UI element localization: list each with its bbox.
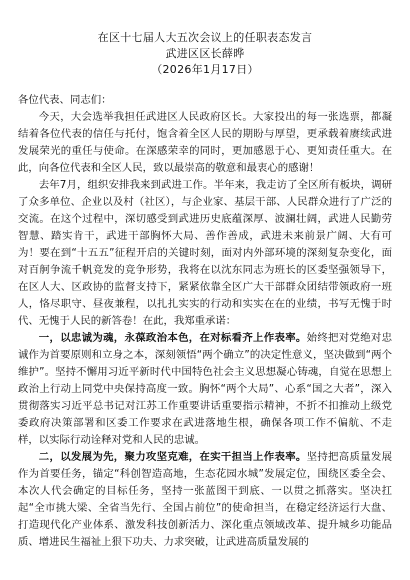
speech-date: （2026年1月17日）	[151, 63, 259, 76]
body-paragraph	[18, 449, 392, 551]
speaker-line: 武进区区长薛晔	[165, 47, 245, 60]
paragraph-text: 今天，大会选举我担任武进区人民政府区长。大家投出的每一张选票，都凝结着各位代表的信任与托付，饱含着全区人民的期盼与厚望，更承载着赓续武进发展荣光的重任与使命。在深感荣幸的同时，更加感恩于心、更知责任重大。在此，向各位代表和全区人民，致以最崇高的敬意和最衷心的感谢！	[18, 111, 392, 174]
paragraph-lead: 一，以忠诚为魂，永葆政治本色，在对标看齐上作表率。	[38, 332, 307, 344]
body-paragraph	[18, 109, 392, 177]
paragraph-text: 去年7月，组织安排我来到武进工作。半年来，我走访了全区所有板块，调研了众多单位、企业以及村（社区），与企业家、基层干部、人民群众进行了广泛的交流。在这个过程中，深切感受到武进历史底蕴深厚、波澜壮阔，武进人民勤劳智慧、踏实肯干，武进干部胸怀大局、善作善成，武进未来前景广阔、大有可为！要在到“十五五”征程开启的关键时刻，面对内外部环境的深刻复杂变化，面对百舸争流千帆竞发的竞争形势，我将在以沈东同志为班长的区委坚强领导下，在区人大、区政协的监督支持下，紧紧依靠全区广大干部群众团结带领政府一班人，恪尽职守、昼夜兼程，以扎扎实实的行动和实实在在的业绩，书写无愧于时代、无愧于人民的新答卷！在此，我郑重承诺：	[18, 179, 392, 327]
paragraph-lead: 二，以发展为先，聚力攻坚克难，在实干担当上作表率。	[38, 451, 307, 463]
paragraph-text: 始终把对党绝对忠诚作为首要原则和立身之本，深刻领悟“两个确立”的决定性意义，坚决做到“两个维护”。坚持不懈用习近平新时代中国特色社会主义思想凝心铸魂，自觉在思想上政治上行动上同党中央保持高度一致。胸怀“两个大局”、心系“国之大者”，深入贯彻落实习近平总书记对江苏工作重要讲话重要指示精神，不折不扣推动上级党委政府决策部署和区委工作要求在武进落地生根，确保各项工作不偏航、不走样，以实际行动诠释对党和人民的忠诚。	[18, 332, 393, 446]
speech-title: 在区十七届人大五次会议上的任职表态发言	[97, 31, 313, 44]
salutation: 各位代表、同志们：	[18, 94, 112, 106]
body-paragraph	[18, 330, 392, 449]
paragraph-text: 坚持把高质量发展作为首要任务，锚定“科创智造高地，生态花园水城”发展定位，围绕区委全会、本次人代会确定的目标任务，坚持一张蓝图干到底、一以贯之抓落实。坚决扛起“全市挑大梁、全省当先行、全国占前位”的使命担当，在稳定经济运行大盘、打造现代化产业体系、激发科技创新活力、深化重点领域改革、提升城乡功能品质、增进民生福祉上狠下功夫、力求突破，让武进高质量发展的	[18, 451, 393, 548]
body-paragraph	[18, 177, 392, 330]
